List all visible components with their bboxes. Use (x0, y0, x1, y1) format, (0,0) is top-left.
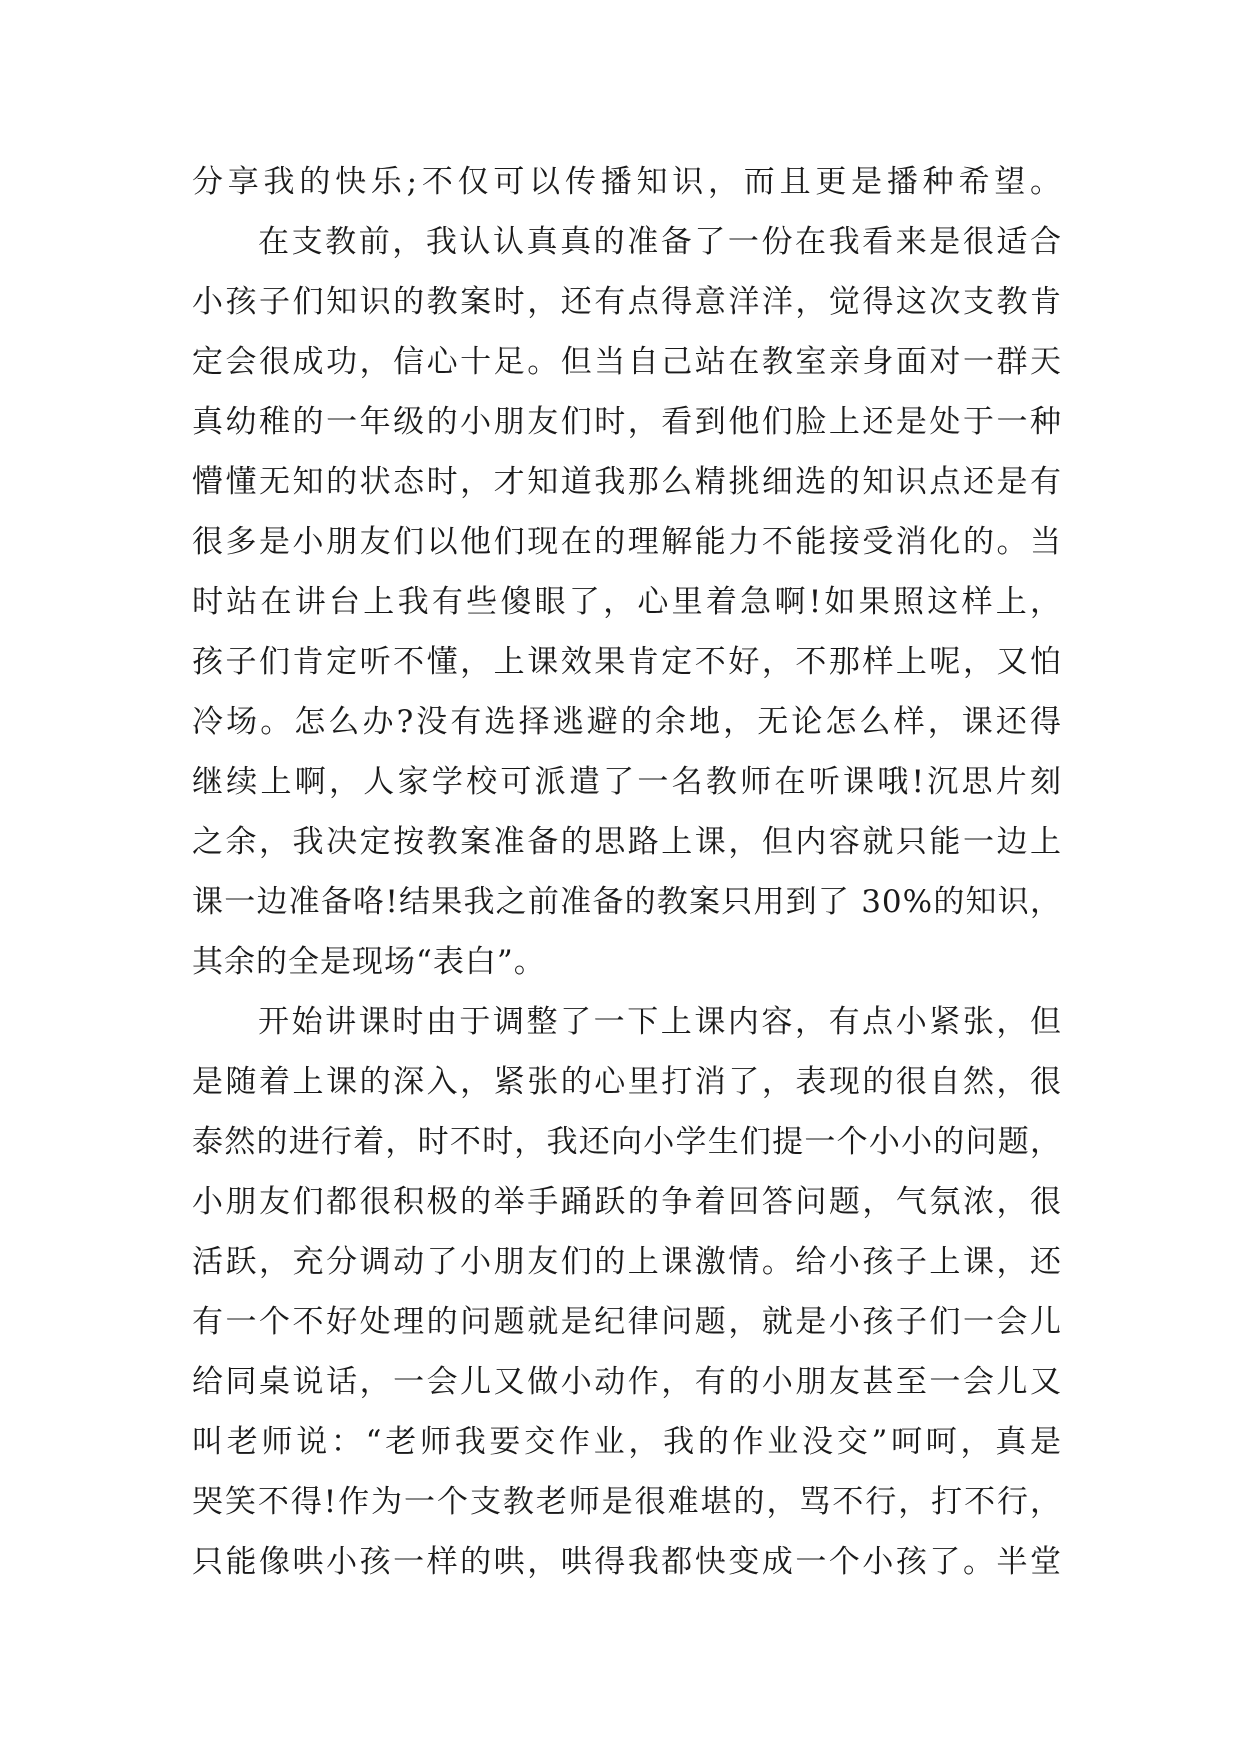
text-line: 给同桌说话，一会儿又做小动作，有的小朋友甚至一会儿又 (192, 1364, 1062, 1400)
paragraph-first-line: 开始讲课时由于调整了一下上课内容，有点小紧张，但 (258, 1004, 1062, 1040)
text-line: 活跃，充分调动了小朋友们的上课激情。给小孩子上课，还 (192, 1244, 1062, 1280)
paragraph-last-line: 其余的全是现场“表白”。 (192, 944, 546, 980)
text-line: 哭笑不得!作为一个支教老师是很难堪的，骂不行，打不行， (192, 1484, 1062, 1520)
text-line: 只能像哄小孩一样的哄，哄得我都快变成一个小孩了。半堂 (192, 1544, 1062, 1580)
text-line: 时站在讲台上我有些傻眼了，心里着急啊!如果照这样上， (192, 584, 1062, 620)
text-line: 真幼稚的一年级的小朋友们时，看到他们脸上还是处于一种 (192, 404, 1062, 440)
text-line: 泰然的进行着，时不时，我还向小学生们提一个小小的问题， (192, 1124, 1062, 1160)
text-line: 孩子们肯定听不懂，上课效果肯定不好，不那样上呢，又怕 (192, 644, 1062, 680)
text-line: 冷场。怎么办?没有选择逃避的余地，无论怎么样，课还得 (192, 704, 1062, 740)
text-line: 是随着上课的深入，紧张的心里打消了，表现的很自然，很 (192, 1064, 1062, 1100)
text-line: 有一个不好处理的问题就是纪律问题，就是小孩子们一会儿 (192, 1304, 1062, 1340)
text-line: 课一边准备咯!结果我之前准备的教案只用到了 30%的知识， (192, 884, 1062, 920)
paragraph-first-line: 在支教前，我认认真真的准备了一份在我看来是很适合 (258, 224, 1062, 260)
text-line: 懵懂无知的状态时，才知道我那么精挑细选的知识点还是有 (192, 464, 1062, 500)
text-line: 小朋友们都很积极的举手踊跃的争着回答问题，气氛浓，很 (192, 1184, 1062, 1220)
text-line: 之余，我决定按教案准备的思路上课，但内容就只能一边上 (192, 824, 1062, 860)
text-line: 很多是小朋友们以他们现在的理解能力不能接受消化的。当 (192, 524, 1062, 560)
text-line: 继续上啊，人家学校可派遣了一名教师在听课哦!沉思片刻 (192, 764, 1062, 800)
text-line: 叫老师说：“老师我要交作业，我的作业没交”呵呵，真是 (192, 1424, 1062, 1460)
text-line: 分享我的快乐;不仅可以传播知识，而且更是播种希望。 (192, 164, 1062, 200)
text-line: 小孩子们知识的教案时，还有点得意洋洋，觉得这次支教肯 (192, 284, 1062, 320)
body-text (192, 152, 1062, 1592)
text-line: 定会很成功，信心十足。但当自己站在教室亲身面对一群天 (192, 344, 1062, 380)
